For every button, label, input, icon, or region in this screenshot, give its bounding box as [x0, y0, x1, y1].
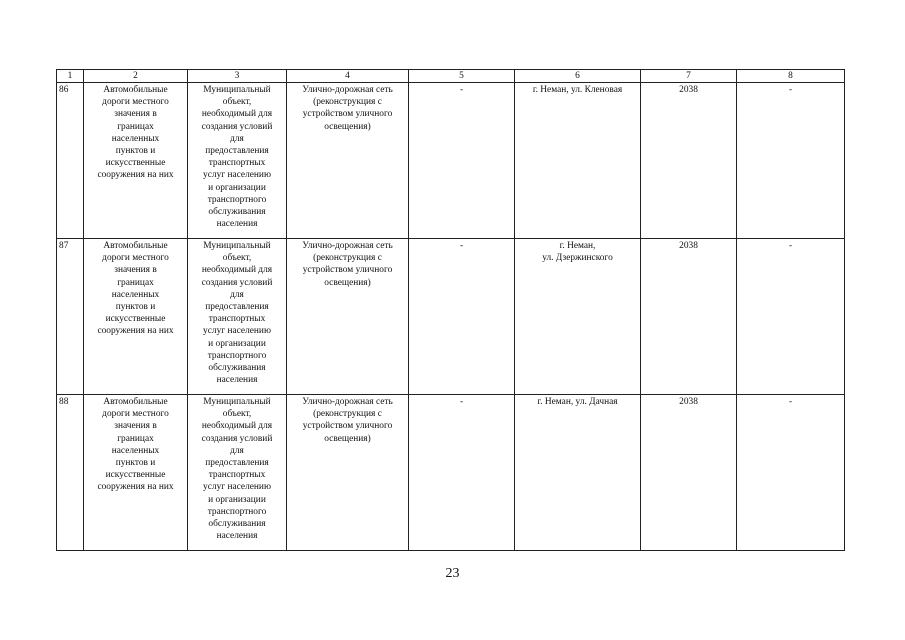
row-number-text: 86 — [59, 85, 69, 95]
header-cell-7: 7 — [641, 70, 737, 83]
header-cell-8: 8 — [737, 70, 845, 83]
page-number: 23 — [445, 566, 460, 581]
object-type-cell — [84, 239, 188, 395]
object-type-text: Автомобильные дороги местного значения в границах населенных пунктов и искусственные сооружения на них — [97, 397, 174, 493]
table-header-row — [57, 70, 845, 83]
header-cell-4: 4 — [287, 70, 409, 83]
objects-table — [56, 69, 845, 551]
col8-cell — [737, 395, 845, 551]
year-cell — [641, 83, 737, 239]
location-text: г. Неман, ул. Дзержинского — [542, 241, 613, 264]
col5-text: - — [459, 85, 464, 95]
year-text: 2038 — [679, 85, 698, 95]
object-type-text: Автомобильные дороги местного значения в границах населенных пунктов и искусственные сооружения на них — [97, 241, 174, 337]
year-cell — [641, 239, 737, 395]
object-name-text: Улично-дорожная сеть (реконструкция с устройством уличного освещения) — [302, 241, 393, 288]
location-text: г. Неман, ул. Кленовая — [532, 85, 623, 95]
header-cell-6: 6 — [515, 70, 641, 83]
table-row — [57, 395, 845, 551]
object-purpose-text: Муниципальный объект, необходимый для создания условий для предоставления транспортных услуг населению и организации транспортного обслуживания населения — [201, 241, 273, 386]
object-name-cell — [287, 239, 409, 395]
year-cell — [641, 395, 737, 551]
col5-cell — [409, 239, 515, 395]
table-row — [57, 239, 845, 395]
object-name-text: Улично-дорожная сеть (реконструкция с устройством уличного освещения) — [302, 85, 393, 132]
row-number — [57, 83, 84, 239]
object-name-cell — [287, 83, 409, 239]
location-cell — [515, 239, 641, 395]
object-purpose-cell — [188, 239, 287, 395]
col5-text: - — [459, 241, 464, 251]
year-text: 2038 — [679, 241, 698, 251]
object-purpose-text: Муниципальный объект, необходимый для создания условий для предоставления транспортных услуг населению и организации транспортного обслуживания населения — [201, 397, 273, 542]
col8-text: - — [788, 241, 793, 251]
col5-text: - — [459, 397, 464, 407]
header-cell-5: 5 — [409, 70, 515, 83]
col5-cell — [409, 395, 515, 551]
location-cell — [515, 83, 641, 239]
row-number — [57, 395, 84, 551]
col8-cell — [737, 83, 845, 239]
object-name-text: Улично-дорожная сеть (реконструкция с устройством уличного освещения) — [302, 397, 393, 444]
header-cell-3: 3 — [188, 70, 287, 83]
year-text: 2038 — [679, 397, 698, 407]
header-cell-1: 1 — [57, 70, 84, 83]
col8-text: - — [788, 397, 793, 407]
col8-cell — [737, 239, 845, 395]
object-purpose-text: Муниципальный объект, необходимый для создания условий для предоставления транспортных услуг населению и организации транспортного обслуживания населения — [201, 85, 273, 230]
object-type-text: Автомобильные дороги местного значения в границах населенных пунктов и искусственные сооружения на них — [97, 85, 174, 181]
object-type-cell — [84, 395, 188, 551]
object-purpose-cell — [188, 395, 287, 551]
object-name-cell — [287, 395, 409, 551]
object-purpose-cell — [188, 83, 287, 239]
row-number-text: 87 — [59, 241, 69, 251]
object-type-cell — [84, 83, 188, 239]
col5-cell — [409, 83, 515, 239]
header-cell-2: 2 — [84, 70, 188, 83]
row-number-text: 88 — [59, 397, 69, 407]
col8-text: - — [788, 85, 793, 95]
location-cell — [515, 395, 641, 551]
table-row — [57, 83, 845, 239]
location-text: г. Неман, ул. Дачная — [537, 397, 618, 407]
row-number — [57, 239, 84, 395]
